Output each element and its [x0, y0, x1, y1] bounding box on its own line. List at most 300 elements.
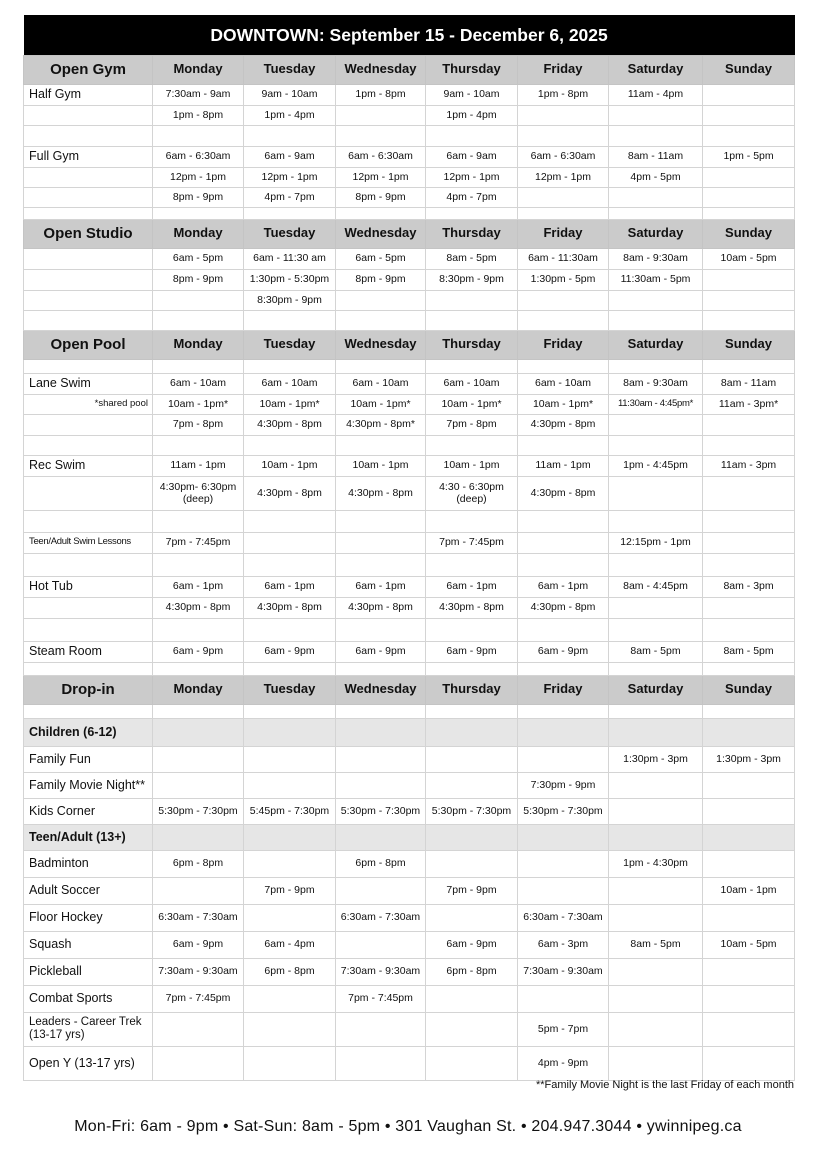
schedule-row	[24, 641, 795, 662]
title-row	[24, 15, 795, 55]
page-title: DOWNTOWN: September 15 - December 6, 2025	[24, 15, 795, 55]
time-cell	[518, 662, 609, 675]
activity-label	[24, 187, 153, 207]
time-cell	[336, 877, 426, 904]
day-header: Tuesday	[244, 55, 336, 84]
time-cell: 5:45pm - 7:30pm	[244, 798, 336, 824]
time-cell	[426, 662, 518, 675]
time-cell	[518, 187, 609, 207]
time-cell: 4pm - 9pm	[518, 1046, 609, 1080]
time-cell: 1pm - 4:45pm	[609, 455, 703, 476]
time-cell: 1:30pm - 3pm	[609, 746, 703, 772]
activity-label	[24, 553, 153, 576]
schedule-row	[24, 1012, 795, 1046]
time-cell	[244, 359, 336, 373]
time-cell	[244, 510, 336, 532]
time-cell	[703, 510, 795, 532]
day-header: Wednesday	[336, 675, 426, 704]
time-cell	[518, 746, 609, 772]
time-cell: 11am - 1pm	[518, 455, 609, 476]
time-cell	[703, 718, 795, 746]
time-cell: 10am - 1pm*	[336, 394, 426, 414]
time-cell	[703, 958, 795, 985]
time-cell	[609, 290, 703, 310]
footnote: **Family Movie Night is the last Friday of each month	[536, 1079, 794, 1091]
day-header: Wednesday	[336, 55, 426, 84]
time-cell	[609, 105, 703, 125]
time-cell: 1pm - 5pm	[703, 146, 795, 167]
time-cell: 6am - 1pm	[336, 576, 426, 597]
time-cell	[703, 476, 795, 510]
time-cell: 10am - 1pm	[426, 455, 518, 476]
day-header: Sunday	[703, 330, 795, 359]
time-cell	[244, 850, 336, 877]
time-cell: 8:30pm - 9pm	[244, 290, 336, 310]
time-cell	[336, 1012, 426, 1046]
time-cell: 1pm - 4:30pm	[609, 850, 703, 877]
time-cell	[153, 125, 244, 146]
day-header: Friday	[518, 675, 609, 704]
time-cell: 8am - 5pm	[703, 641, 795, 662]
time-cell	[426, 125, 518, 146]
time-cell	[244, 310, 336, 330]
activity-label: Pickleball	[24, 958, 153, 985]
time-cell	[244, 662, 336, 675]
time-cell	[609, 824, 703, 850]
activity-label: Badminton	[24, 850, 153, 877]
day-header: Monday	[153, 330, 244, 359]
time-cell	[153, 290, 244, 310]
time-cell	[153, 476, 244, 510]
time-cell	[703, 850, 795, 877]
time-cell: 7:30am - 9am	[153, 84, 244, 105]
time-cell	[426, 207, 518, 219]
time-cell	[609, 597, 703, 618]
deep-note: (deep)	[182, 493, 214, 505]
time-cell	[426, 704, 518, 718]
time-cell	[518, 704, 609, 718]
day-header: Saturday	[609, 675, 703, 704]
time-cell: 9am - 10am	[426, 84, 518, 105]
day-header: Monday	[153, 55, 244, 84]
schedule-row	[24, 310, 795, 330]
time-cell	[518, 877, 609, 904]
time-cell	[609, 718, 703, 746]
time-cell	[336, 718, 426, 746]
day-header: Thursday	[426, 675, 518, 704]
schedule-row	[24, 662, 795, 675]
time-cell: 6am - 10am	[426, 373, 518, 394]
time-cell	[244, 904, 336, 931]
subsection-label: Teen/Adult (13+)	[24, 824, 153, 850]
time-cell	[518, 510, 609, 532]
time-cell: 6am - 9pm	[244, 641, 336, 662]
time-cell	[426, 435, 518, 455]
time-cell	[426, 1012, 518, 1046]
activity-label: Leaders - Career Trek (13-17 yrs)	[24, 1012, 153, 1046]
time-cell: 8pm - 9pm	[336, 187, 426, 207]
activity-label: Kids Corner	[24, 798, 153, 824]
time-cell	[703, 290, 795, 310]
day-header: Thursday	[426, 55, 518, 84]
time-cell: 1pm - 8pm	[518, 84, 609, 105]
schedule-row	[24, 455, 795, 476]
schedule-row	[24, 850, 795, 877]
time-cell	[244, 618, 336, 641]
section-heading: Open Gym	[24, 55, 153, 84]
time-cell	[153, 359, 244, 373]
time-cell	[153, 1046, 244, 1080]
time-cell	[703, 532, 795, 553]
time-cell	[518, 310, 609, 330]
time-cell: 6am - 9pm	[153, 931, 244, 958]
time-cell	[518, 618, 609, 641]
time-cell	[336, 1046, 426, 1080]
time-cell	[703, 359, 795, 373]
schedule-row	[24, 167, 795, 187]
time-cell	[609, 553, 703, 576]
day-header: Friday	[518, 219, 609, 248]
time-cell: 1:30pm - 3pm	[703, 746, 795, 772]
time-cell: 10am - 5pm	[703, 248, 795, 269]
schedule-row	[24, 746, 795, 772]
activity-label	[24, 435, 153, 455]
activity-label	[24, 125, 153, 146]
time-cell: 6:30am - 7:30am	[153, 904, 244, 931]
activity-label: Hot Tub	[24, 576, 153, 597]
day-header: Sunday	[703, 219, 795, 248]
time-cell	[703, 1012, 795, 1046]
time-cell	[426, 904, 518, 931]
time-cell: 5:30pm - 7:30pm	[518, 798, 609, 824]
time-cell: 6am - 9pm	[426, 641, 518, 662]
schedule-row	[24, 248, 795, 269]
time-cell	[518, 718, 609, 746]
schedule-row	[24, 904, 795, 931]
time-cell	[153, 772, 244, 798]
time-cell	[703, 662, 795, 675]
time-cell: 6am - 10am	[336, 373, 426, 394]
time-cell	[703, 553, 795, 576]
time-cell: 6pm - 8pm	[153, 850, 244, 877]
time-cell: 1:30pm - 5:30pm	[244, 269, 336, 290]
time-cell	[518, 435, 609, 455]
time-cell: 7:30am - 9:30am	[336, 958, 426, 985]
time-cell	[703, 125, 795, 146]
time-cell	[518, 290, 609, 310]
time-cell: 8am - 11am	[609, 146, 703, 167]
time-cell: 10am - 1pm*	[244, 394, 336, 414]
time-cell	[609, 985, 703, 1012]
schedule-row	[24, 772, 795, 798]
time-cell: 6am - 4pm	[244, 931, 336, 958]
time-cell: 4:30pm - 8pm*	[336, 414, 426, 435]
time-cell: 4pm - 7pm	[244, 187, 336, 207]
schedule-row	[24, 269, 795, 290]
schedule-row	[24, 394, 795, 414]
schedule-row	[24, 105, 795, 125]
section-header-row	[24, 330, 795, 359]
time-cell	[609, 662, 703, 675]
time-cell: 6am - 1pm	[244, 576, 336, 597]
time-cell	[609, 877, 703, 904]
time-cell	[703, 207, 795, 219]
time-cell	[703, 310, 795, 330]
time-cell	[244, 1012, 336, 1046]
time-cell	[609, 359, 703, 373]
time-cell: 6am - 10am	[244, 373, 336, 394]
time-cell: 6am - 1pm	[518, 576, 609, 597]
time-cell: 7pm - 7:45pm	[336, 985, 426, 1012]
time-cell	[518, 359, 609, 373]
schedule-row	[24, 1046, 795, 1080]
time-cell: 4pm - 7pm	[426, 187, 518, 207]
time-cell	[703, 435, 795, 455]
time-cell: 4:30pm - 8pm	[244, 476, 336, 510]
deep-note: (deep)	[456, 493, 487, 505]
time-cell: 12pm - 1pm	[336, 167, 426, 187]
time-cell	[426, 1046, 518, 1080]
schedule-row	[24, 958, 795, 985]
time-cell	[244, 207, 336, 219]
schedule-row	[24, 597, 795, 618]
time-cell: 12pm - 1pm	[518, 167, 609, 187]
time-cell	[336, 532, 426, 553]
time-cell	[153, 310, 244, 330]
time-cell: 1pm - 4pm	[244, 105, 336, 125]
time-cell	[336, 746, 426, 772]
schedule-row	[24, 532, 795, 553]
activity-label	[24, 269, 153, 290]
time-cell: 1:30pm - 5pm	[518, 269, 609, 290]
time-cell: 8am - 4:45pm	[609, 576, 703, 597]
time-cell: 6am - 6:30am	[153, 146, 244, 167]
time-cell	[336, 359, 426, 373]
time-cell	[703, 414, 795, 435]
time-cell: 7:30am - 9:30am	[518, 958, 609, 985]
time-cell	[336, 772, 426, 798]
subsection-label: Children (6-12)	[24, 718, 153, 746]
time-cell	[609, 207, 703, 219]
time-cell	[244, 1046, 336, 1080]
schedule-row	[24, 553, 795, 576]
time-cell	[153, 662, 244, 675]
time-cell	[703, 985, 795, 1012]
time-cell	[703, 1046, 795, 1080]
time-cell: 8am - 9:30am	[609, 373, 703, 394]
activity-label: Full Gym	[24, 146, 153, 167]
time-cell	[336, 824, 426, 850]
time-cell: 11am - 4pm	[609, 84, 703, 105]
time-cell: 8pm - 9pm	[153, 269, 244, 290]
time-cell: 6:30am - 7:30am	[336, 904, 426, 931]
time-cell	[244, 824, 336, 850]
time-cell: 4:30pm - 8pm	[336, 476, 426, 510]
time-cell: 6am - 10am	[518, 373, 609, 394]
day-header: Tuesday	[244, 675, 336, 704]
time-cell	[153, 1012, 244, 1046]
activity-label: Half Gym	[24, 84, 153, 105]
activity-label: Family Movie Night**	[24, 772, 153, 798]
time-cell	[153, 877, 244, 904]
day-header: Monday	[153, 219, 244, 248]
activity-label: Floor Hockey	[24, 904, 153, 931]
activity-label: Adult Soccer	[24, 877, 153, 904]
time-cell	[336, 553, 426, 576]
time-cell: 6am - 6:30am	[518, 146, 609, 167]
time-cell: 10am - 1pm*	[518, 394, 609, 414]
time-cell	[336, 662, 426, 675]
time-cell	[609, 618, 703, 641]
time-cell: 10am - 1pm	[703, 877, 795, 904]
time-cell: 11am - 3pm	[703, 455, 795, 476]
time-cell: 6am - 6:30am	[336, 146, 426, 167]
time-cell: 4:30pm - 8pm	[336, 597, 426, 618]
time-cell	[609, 1012, 703, 1046]
time-cell	[703, 105, 795, 125]
schedule-row	[24, 476, 795, 510]
time-cell	[426, 718, 518, 746]
time-cell	[703, 904, 795, 931]
schedule-row	[24, 125, 795, 146]
time-value: 4:30pm- 6:30pm	[159, 480, 237, 493]
time-cell: 4:30pm - 8pm	[244, 597, 336, 618]
time-cell: 6pm - 8pm	[244, 958, 336, 985]
day-header: Saturday	[609, 55, 703, 84]
time-cell: 5:30pm - 7:30pm	[426, 798, 518, 824]
time-value: 4:30 - 6:30pm	[439, 480, 504, 493]
time-cell: 6pm - 8pm	[336, 850, 426, 877]
time-cell	[244, 985, 336, 1012]
time-cell: 7:30pm - 9pm	[518, 772, 609, 798]
time-cell	[703, 597, 795, 618]
time-cell: 12pm - 1pm	[244, 167, 336, 187]
time-cell: 6am - 10am	[153, 373, 244, 394]
section-header-row	[24, 55, 795, 84]
time-cell: 4:30pm - 8pm	[518, 476, 609, 510]
time-cell	[518, 985, 609, 1012]
time-cell: 8am - 3pm	[703, 576, 795, 597]
activity-label: Combat Sports	[24, 985, 153, 1012]
time-cell: 7pm - 9pm	[426, 877, 518, 904]
time-cell: 9am - 10am	[244, 84, 336, 105]
time-cell	[336, 207, 426, 219]
schedule-row	[24, 576, 795, 597]
time-cell	[426, 772, 518, 798]
day-header: Friday	[518, 55, 609, 84]
time-cell	[426, 824, 518, 850]
time-cell: 4:30pm - 8pm	[518, 597, 609, 618]
time-cell	[336, 125, 426, 146]
activity-label	[24, 167, 153, 187]
time-cell	[153, 553, 244, 576]
time-cell: 11am - 3pm*	[703, 394, 795, 414]
day-header: Monday	[153, 675, 244, 704]
time-cell	[153, 824, 244, 850]
schedule-row	[24, 435, 795, 455]
time-cell: 6am - 1pm	[426, 576, 518, 597]
time-cell: 4:30pm - 8pm	[244, 414, 336, 435]
time-cell: 10am - 1pm*	[153, 394, 244, 414]
time-cell: 8am - 5pm	[609, 931, 703, 958]
time-cell	[518, 850, 609, 877]
subsection-row	[24, 718, 795, 746]
schedule-row	[24, 146, 795, 167]
day-header: Thursday	[426, 330, 518, 359]
schedule-table	[23, 15, 795, 1081]
time-cell: 1pm - 8pm	[336, 84, 426, 105]
day-header: Wednesday	[336, 219, 426, 248]
time-cell: 8am - 5pm	[426, 248, 518, 269]
time-cell	[153, 704, 244, 718]
time-cell	[244, 772, 336, 798]
time-cell: 10am - 1pm*	[426, 394, 518, 414]
time-cell: 4pm - 5pm	[609, 167, 703, 187]
time-cell	[609, 510, 703, 532]
time-cell	[518, 125, 609, 146]
activity-label	[24, 414, 153, 435]
time-cell: 6am - 9pm	[336, 641, 426, 662]
time-cell: 8am - 5pm	[609, 641, 703, 662]
day-header: Sunday	[703, 675, 795, 704]
time-cell: 6am - 11:30 am	[244, 248, 336, 269]
time-cell	[426, 553, 518, 576]
activity-label: Squash	[24, 931, 153, 958]
time-cell	[703, 824, 795, 850]
time-cell: 7:30am - 9:30am	[153, 958, 244, 985]
time-cell: 7pm - 8pm	[153, 414, 244, 435]
time-cell	[609, 435, 703, 455]
section-header-row	[24, 675, 795, 704]
section-heading: Open Studio	[24, 219, 153, 248]
time-cell	[609, 310, 703, 330]
time-cell	[609, 414, 703, 435]
day-header: Saturday	[609, 330, 703, 359]
time-cell	[609, 704, 703, 718]
time-cell	[609, 798, 703, 824]
time-cell	[244, 746, 336, 772]
time-cell: 12pm - 1pm	[426, 167, 518, 187]
activity-label	[24, 662, 153, 675]
time-cell	[518, 824, 609, 850]
time-cell: 6am - 1pm	[153, 576, 244, 597]
time-cell: 6am - 11:30am	[518, 248, 609, 269]
time-cell	[336, 310, 426, 330]
time-cell: 7pm - 7:45pm	[426, 532, 518, 553]
day-header: Tuesday	[244, 219, 336, 248]
time-cell	[426, 290, 518, 310]
time-cell	[244, 553, 336, 576]
schedule-row	[24, 290, 795, 310]
time-cell: 4:30pm - 8pm	[426, 597, 518, 618]
time-cell: 11:30am - 4:45pm*	[609, 394, 703, 414]
time-cell: 6am - 3pm	[518, 931, 609, 958]
time-cell: 6am - 9pm	[153, 641, 244, 662]
schedule-row	[24, 877, 795, 904]
schedule-row	[24, 373, 795, 394]
time-cell	[426, 510, 518, 532]
time-cell	[609, 187, 703, 207]
schedule-row	[24, 704, 795, 718]
schedule-row	[24, 207, 795, 219]
time-cell	[244, 532, 336, 553]
activity-label: Lane Swim	[24, 373, 153, 394]
activity-label: *shared pool	[24, 394, 153, 414]
time-cell	[609, 1046, 703, 1080]
time-cell	[609, 904, 703, 931]
section-header-row	[24, 219, 795, 248]
activity-label	[24, 510, 153, 532]
